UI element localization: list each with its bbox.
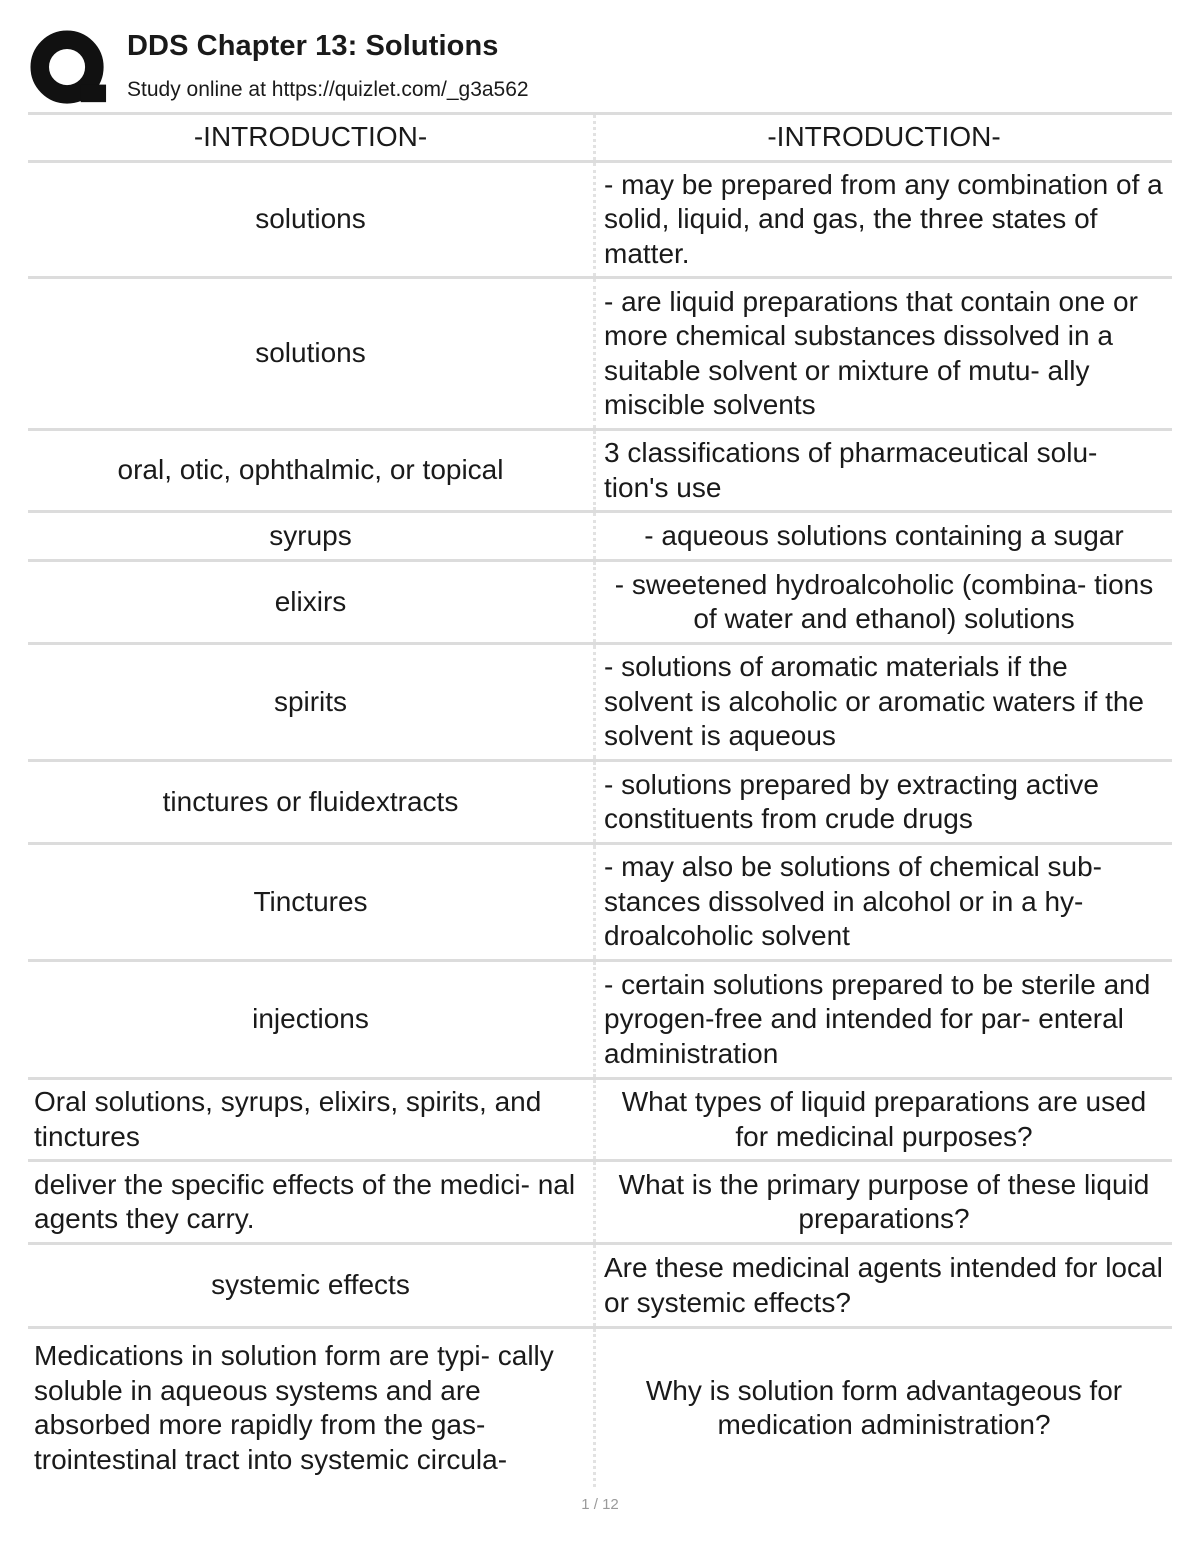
study-online-line xyxy=(127,78,529,102)
study-online-label: Study online at xyxy=(127,78,272,101)
card-term: Oral solutions, syrups, elixirs, spirits, and tinctures xyxy=(28,1080,596,1159)
quizlet-logo-icon xyxy=(30,30,108,108)
card-term: injections xyxy=(28,962,596,1077)
card-definition: - solutions of aromatic materials if the solvent is alcoholic or aromatic waters if the solvent is aqueous xyxy=(604,651,1144,752)
card-term: systemic effects xyxy=(28,1245,596,1326)
table-row xyxy=(28,645,1172,762)
table-heading-term: -INTRODUCTION- xyxy=(28,115,596,160)
card-term: Medications in solution form are typi- cally soluble in aqueous systems and are absorbed more rapidly from the gas- trointestinal tract into systemic circula- xyxy=(28,1329,596,1487)
card-definition: What types of liquid preparations are used for medicinal purposes? xyxy=(621,1086,1147,1152)
card-definition: - are liquid preparations that contain one or more chemical substances dissolved in a suitable solvent or mixture of mutu- ally miscible solvents xyxy=(604,285,1138,420)
card-term: deliver the specific effects of the medici- nal agents they carry. xyxy=(28,1162,596,1242)
card-term: elixirs xyxy=(28,562,596,642)
table-row xyxy=(28,1329,1172,1487)
card-definition: 3 classifications of pharmaceutical solu- tion's use xyxy=(604,437,1098,503)
card-definition: Are these medicinal agents intended for local or systemic effects? xyxy=(604,1252,1163,1318)
table-row xyxy=(28,279,1172,431)
table-row xyxy=(28,1245,1172,1329)
card-definition: - may be prepared from any combination of a solid, liquid, and gas, the three states of matter. xyxy=(604,168,1163,269)
table-heading-def: -INTRODUCTION- xyxy=(767,121,1001,153)
card-term: Tinctures xyxy=(28,845,596,959)
card-term: solutions xyxy=(28,163,596,276)
card-term: syrups xyxy=(28,513,596,559)
table-row xyxy=(28,762,1172,845)
table-row xyxy=(28,163,1172,279)
card-term: tinctures or fluidextracts xyxy=(28,762,596,842)
page-indicator: 1 / 12 xyxy=(581,1496,619,1513)
table-row xyxy=(28,1162,1172,1245)
card-term: solutions xyxy=(28,279,596,428)
card-definition: Why is solution form advantageous for medication administration? xyxy=(645,1374,1123,1440)
flashcard-table xyxy=(28,112,1172,1487)
page-title: DDS Chapter 13: Solutions xyxy=(127,30,499,62)
card-definition: - certain solutions prepared to be sterile and pyrogen-free and intended for par- enteral administration xyxy=(604,968,1151,1069)
table-row xyxy=(28,1080,1172,1162)
card-term: spirits xyxy=(28,645,596,759)
table-row xyxy=(28,845,1172,962)
card-definition: - may also be solutions of chemical sub- stances dissolved in alcohol or in a hy- droalcoholic solvent xyxy=(604,851,1102,952)
card-term: oral, otic, ophthalmic, or topical xyxy=(28,431,596,510)
table-row xyxy=(28,431,1172,513)
card-definition: - aqueous solutions containing a sugar xyxy=(644,519,1124,551)
study-online-link[interactable]: https://quizlet.com/_g3a562 xyxy=(271,78,529,101)
table-row xyxy=(28,962,1172,1080)
table-heading-row xyxy=(28,115,1172,163)
card-definition: - solutions prepared by extracting active constituents from crude drugs xyxy=(604,768,1099,834)
table-row xyxy=(28,562,1172,645)
card-definition: What is the primary purpose of these liquid preparations? xyxy=(618,1168,1150,1234)
table-row xyxy=(28,513,1172,562)
card-definition: - sweetened hydroalcoholic (combina- tions of water and ethanol) solutions xyxy=(614,568,1154,634)
